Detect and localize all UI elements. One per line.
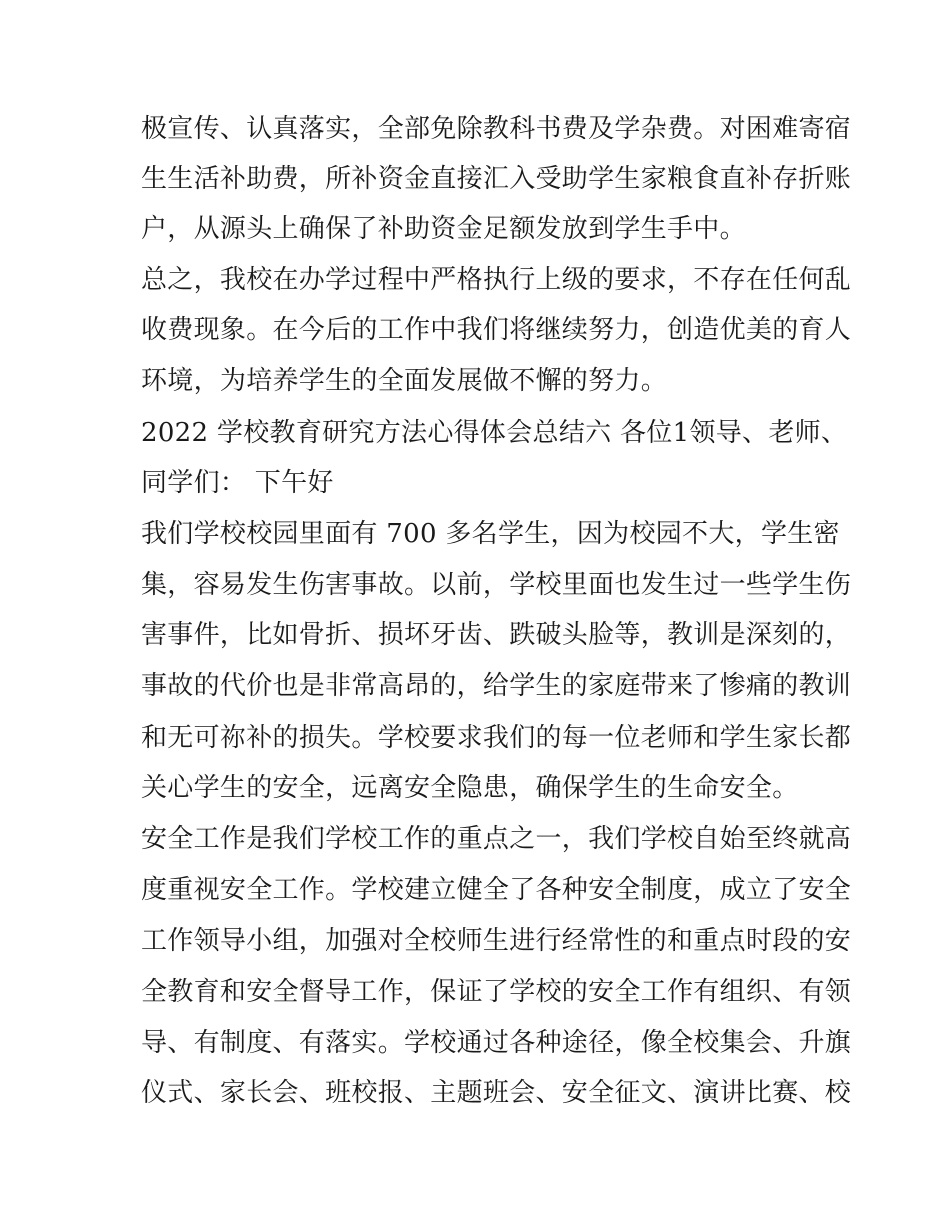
text-line: 仪式、家长会、班校报、主题班会、安全征文、演讲比赛、校 xyxy=(141,1078,852,1108)
text-line: 安全工作是我们学校工作的重点之一，我们学校自始至终就高 xyxy=(141,824,852,854)
text-line: 收费现象。在今后的工作中我们将继续努力，创造优美的育人 xyxy=(141,315,852,345)
text-line: 户，从源头上确保了补助资金足额发放到学生手中。 xyxy=(141,214,746,244)
text-line: 极宣传、认真落实，全部免除教科书费及学杂费。对困难寄宿 xyxy=(141,114,852,144)
text-line: 事故的代价也是非常高昂的，给学生的家庭带来了惨痛的教训 xyxy=(141,671,852,701)
text-line: 环境，为培养学生的全面发展做不懈的努力。 xyxy=(141,366,668,396)
text-line: 度重视安全工作。学校建立健全了各种安全制度，成立了安全 xyxy=(141,875,852,905)
text-line: 生生活补助费，所补资金直接汇入受助学生家粮食直补存折账 xyxy=(141,164,852,194)
heading-line: 2022 学校教育研究方法心得体会总结六 各位1领导、老师、 xyxy=(141,418,848,448)
text-line: 我们学校校园里面有 700 多名学生，因为校园不大，学生密 xyxy=(141,519,840,549)
text-line: 全教育和安全督导工作，保证了学校的安全工作有组织、有领 xyxy=(141,977,852,1007)
text-line: 导、有制度、有落实。学校通过各种途径，像全校集会、升旗 xyxy=(141,1028,852,1058)
text-line: 关心学生的安全，远离安全隐患，确保学生的生命安全。 xyxy=(141,773,799,803)
text-line: 集，容易发生伤害事故。以前，学校里面也发生过一些学生伤 xyxy=(141,570,852,600)
greeting-line: 同学们： 下午好 xyxy=(141,468,334,498)
text-line: 和无可祢补的损失。学校要求我们的每一位老师和学生家长都 xyxy=(141,723,852,753)
text-line: 工作领导小组，加强对全校师生进行经常性的和重点时段的安 xyxy=(141,926,852,956)
text-line: 害事件，比如骨折、损坏牙齿、跌破头脸等，教训是深刻的， xyxy=(141,620,852,650)
text-line: 总之，我校在办学过程中严格执行上级的要求，不存在任何乱 xyxy=(141,265,852,295)
